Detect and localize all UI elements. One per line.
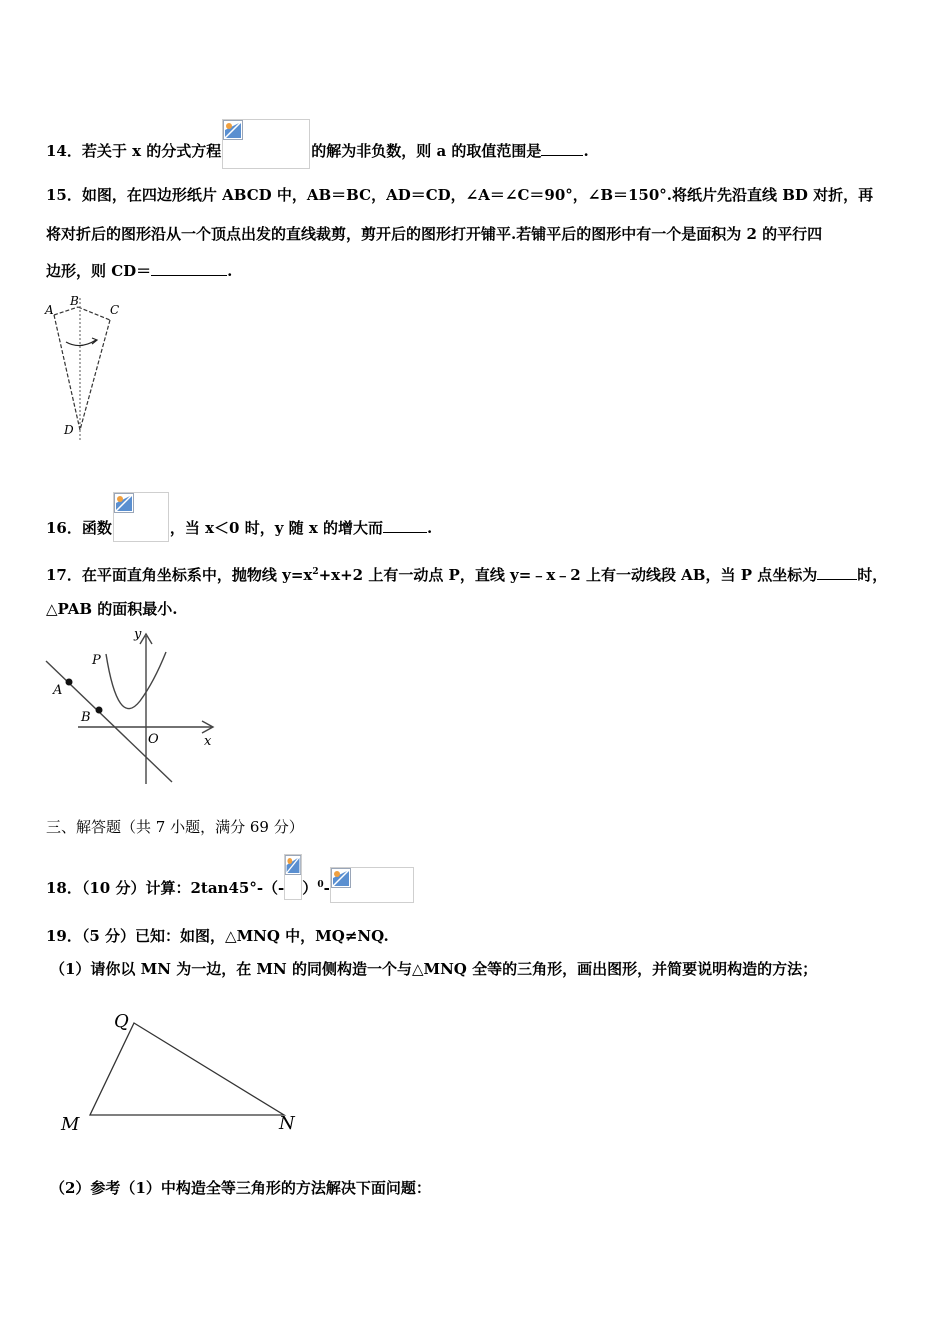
missing-image-icon [330, 867, 414, 903]
answer-blank [383, 518, 427, 533]
label-D: D [64, 423, 74, 437]
q15-line3-prefix: 边形，则 CD＝ [46, 262, 152, 280]
q18-sup: 0 [317, 880, 324, 890]
q19-part1: （1）请你以 MN 为一边，在 MN 的同侧构造一个与△MNQ 全等的三角形，画出图形，并简要说明构造的方法； [50, 960, 818, 978]
q16-end: . [427, 519, 433, 537]
label-A: A [45, 303, 54, 317]
label-B: B [70, 294, 79, 308]
quadrilateral-figure [42, 290, 132, 445]
question-14 [46, 127, 589, 177]
answer-blank [817, 565, 857, 580]
q17-sup: 2 [312, 567, 319, 577]
q17-line1-prefix: 17．在平面直角坐标系中，抛物线 y=x [46, 566, 313, 584]
q17-line2: △PAB 的面积最小. [46, 600, 178, 618]
label-B: B [81, 710, 91, 725]
label-O: O [148, 732, 159, 747]
label-C: C [110, 303, 120, 317]
q15-line3-end: . [227, 262, 233, 280]
question-18 [46, 866, 414, 912]
triangle-figure [58, 1005, 308, 1135]
q17-line1-mid: +x+2 上有一动点 P，直线 y=﹣x﹣2 上有一动线段 AB，当 P 点坐标为 [318, 566, 818, 584]
answer-blank [541, 141, 583, 156]
missing-image-icon [113, 492, 169, 542]
q19-part2: （2）参考（1）中构造全等三角形的方法解决下面问题： [50, 1179, 431, 1197]
label-N: N [279, 1113, 295, 1134]
q19-line1: 19．（5 分）已知：如图，△MNQ 中，MQ≠NQ. [46, 927, 389, 945]
missing-image-icon [222, 119, 310, 169]
q18-prefix: 18．（10 分）计算：2tan45°-（- [46, 879, 285, 897]
q15-line3 [46, 261, 232, 281]
parabola-figure [42, 624, 222, 789]
q15-line2: 将对折后的图形沿从一个顶点出发的直线裁剪，剪开后的图形打开铺平.若铺平后的图形中有一个是面积为 2 的平行四 [46, 225, 823, 243]
q15-line1: 15．如图，在四边形纸片 ABCD 中，AB＝BC，AD＝CD，∠A＝∠C＝90°，∠B＝150°.将纸片先沿直线 BD 对折，再 [46, 186, 874, 204]
missing-image-icon [284, 854, 302, 900]
q17-line1 [46, 562, 887, 585]
section-3-heading: 三、解答题（共 7 小题，满分 69 分） [46, 818, 304, 836]
question-16 [46, 504, 432, 554]
q14-suffix: 的解为非负数，则 a 的取值范围是 [311, 142, 542, 160]
label-Q: Q [114, 1011, 129, 1032]
label-P: P [92, 653, 101, 668]
label-x: x [204, 734, 212, 749]
q14-prefix: 14．若关于 x 的分式方程 [46, 142, 222, 160]
q17-line1-end: 时， [857, 566, 888, 584]
answer-blank [151, 261, 227, 276]
q14-end: . [583, 142, 589, 160]
label-y: y [134, 627, 142, 642]
label-M: M [61, 1114, 80, 1135]
q16-suffix: ，当 x＜0 时，y 随 x 的增大而 [169, 519, 384, 537]
q18-mid: ） [302, 879, 318, 897]
q16-prefix: 16．函数 [46, 519, 112, 537]
q18-end: - [323, 879, 330, 897]
label-A: A [53, 683, 63, 698]
